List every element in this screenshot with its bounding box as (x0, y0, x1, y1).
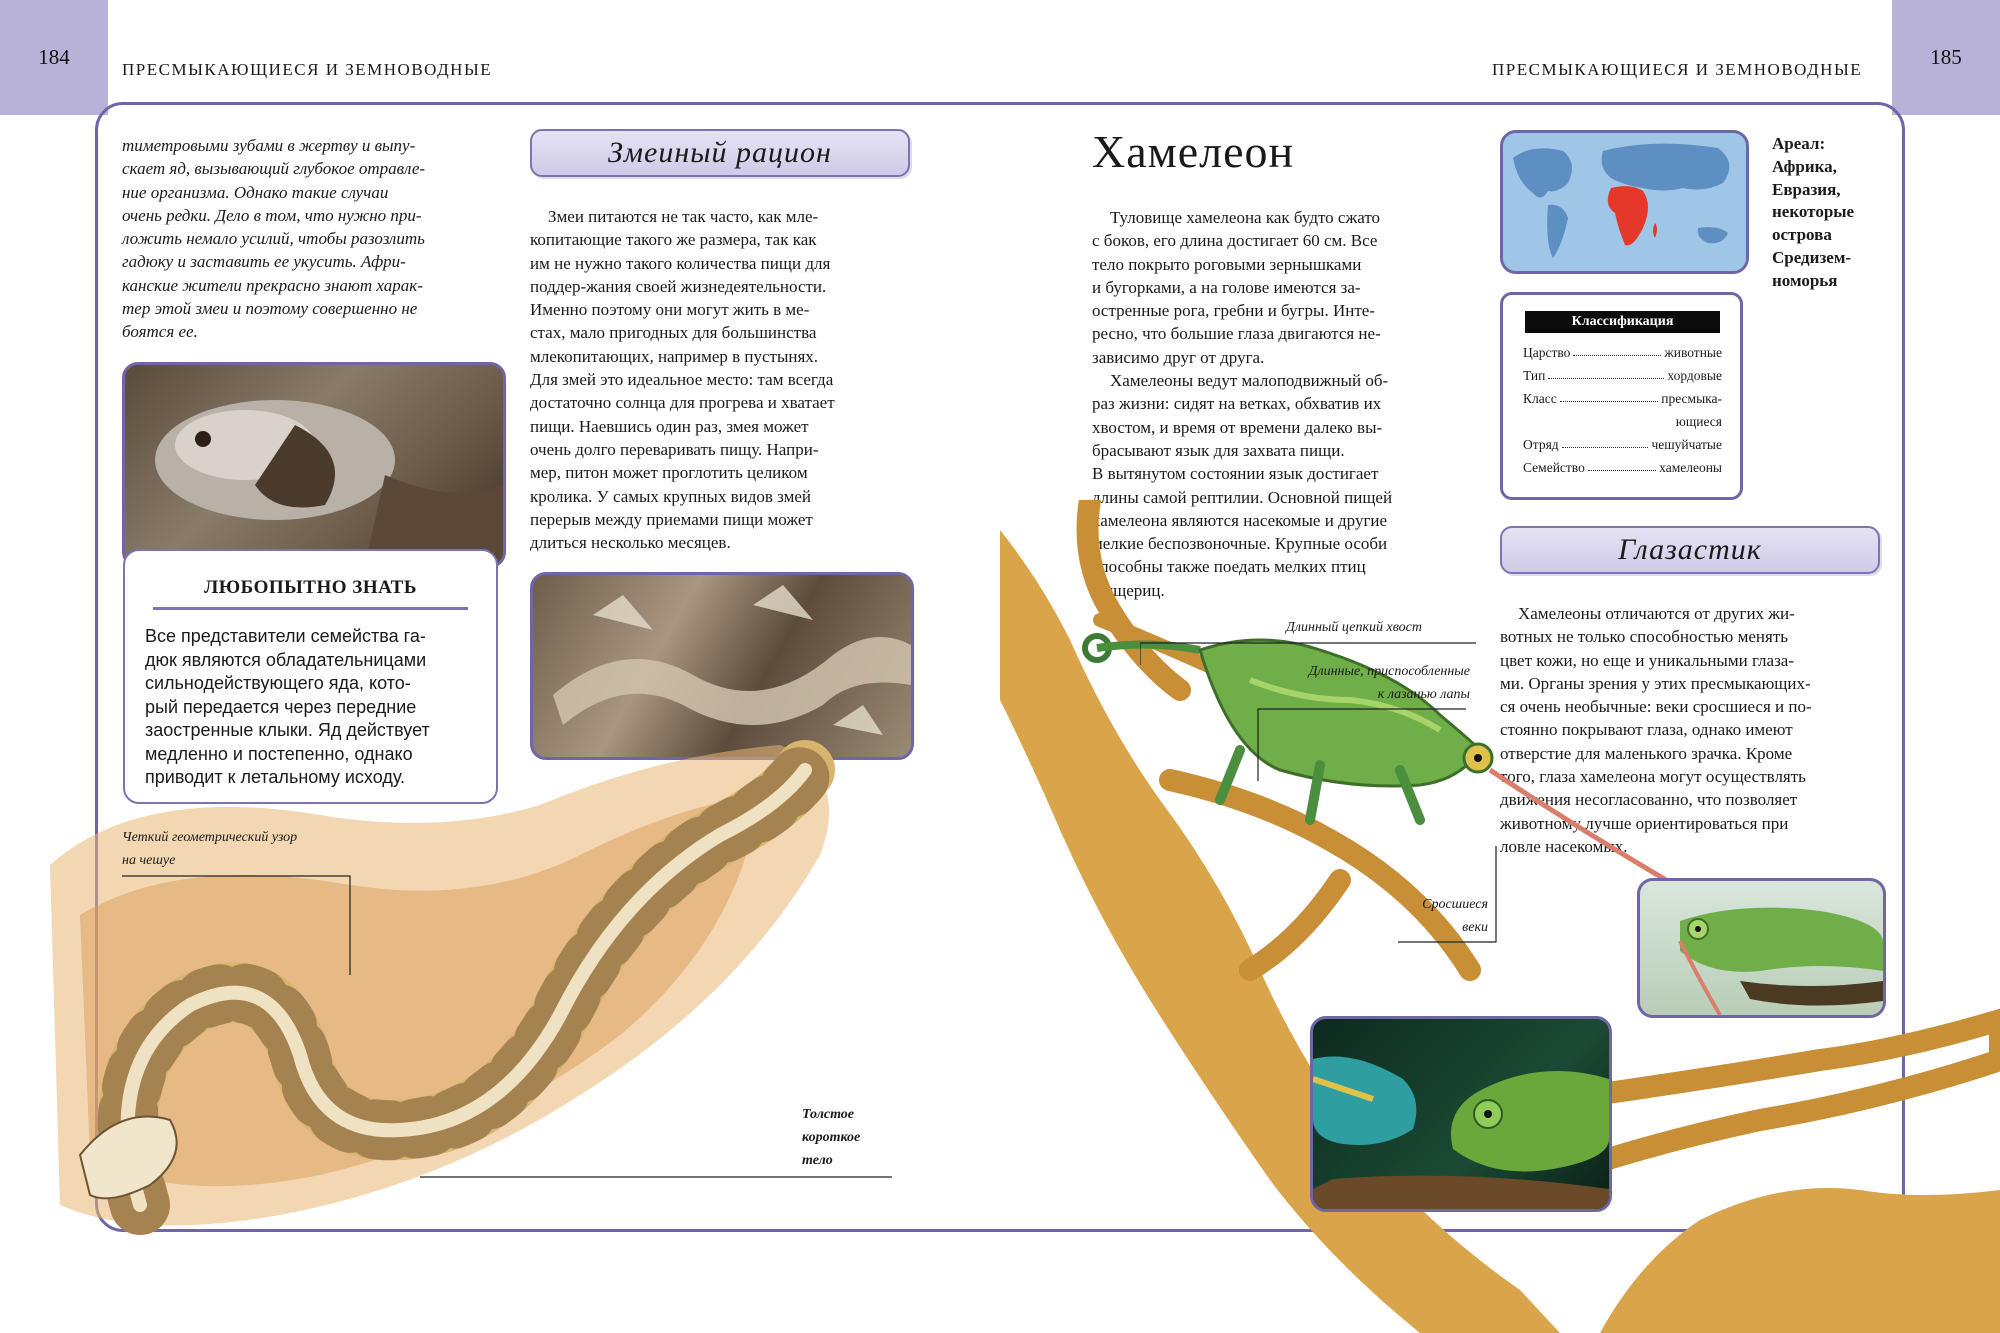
fact-box-divider (153, 607, 468, 610)
diet-paragraph: Змеи питаются не так часто, как мле- копитающие такого же размера, так как им не нужно такого количества пищи для поддер-жания своей жизнедеятельности. Именно поэтому они могут жить в ме- стах, мало пригодных для большинства млекопитающих, например в пустынях. Для змей это идеальное место: там всегда достаточно солнца для прогрева и хватает пищи. Наевшись один раз, змея может очень долго переваривать пищу. Напри- мер, питон может проглотить целиком кролика. У самых крупных видов змей перерыв между приемами пищи может длиться несколько месяцев. (530, 207, 835, 553)
area-label: Ареал: Африка, Евразия, некоторые острова Средизем- номорья (1772, 134, 1855, 290)
tail-callout: Длинный цепкий хвост (1286, 620, 1422, 635)
camouflaged-viper-photo (530, 572, 914, 760)
pattern-callout-line (122, 870, 362, 980)
chameleon-paragraph-1: Туловище хамелеона как будто сжато с боков, его длина достигает 60 см. Все тело покрыто роговыми зернышками и бугорками, а на голове имеются за- остренные рога, гребни и бугры. Инте- ресно, что большие глаза двигаются не- зависимо друг от друга. Хамелеоны ведут малоподвижный об- раз жизни: сидят на ветках, обхватив их хвостом, и время от времени далеко вы- брасывают язык для захвата пищи. В вытянутом состоянии язык достигает длины самой рептилии. Основной пищей хамелеона являются насекомые и другие мелкие беспозвоночные. Крупные особи способны также поедать мелких птиц и ящериц. (1092, 208, 1393, 600)
body-callout-line (420, 1165, 900, 1185)
range-map (1500, 130, 1749, 274)
eyes-heading: Глазастик (1500, 526, 1880, 574)
eyelids-callout-line (1398, 846, 1502, 946)
world-map-illustration (1503, 133, 1746, 271)
classification-row-order: Отряд чешуйчатые (1523, 437, 1722, 452)
classification-title: Классификация (1525, 311, 1720, 333)
classification-row-kingdom: Царство животные (1523, 345, 1722, 360)
viper-head-photo (122, 362, 506, 568)
pattern-callout: Четкий геометрический узор на чешуе (122, 830, 298, 868)
classification-row-phylum: Тип хордовые (1523, 368, 1722, 383)
right-running-head: ПРЕСМЫКАЮЩИЕСЯ И ЗЕМНОВОДНЫЕ (1492, 60, 1863, 79)
two-chameleons-illustration (1313, 1019, 1609, 1209)
chameleon-tongue-photo (1637, 878, 1886, 1018)
fact-box-text: Все представители семейства га- дюк являются обладательницами сильнодействующего яда, кото- рый передается через передние заостренные клыки. Яд действует медленно и постепенно, однако приводит к летальному исходу. (145, 626, 430, 787)
classification-row-class-cont: ющиеся (1675, 414, 1722, 429)
left-running-head: ПРЕСМЫКАЮЩИЕСЯ И ЗЕМНОВОДНЫЕ (122, 60, 493, 79)
eyelids-callout: Сросшиеся веки (1422, 897, 1488, 935)
diet-heading: Змеиный рацион (530, 129, 910, 177)
left-page-number: 184 (0, 0, 108, 115)
fact-box-title: ЛЮБОПЫТНО ЗНАТЬ (204, 577, 417, 598)
paws-callout: Длинные, приспособленные к лазанью лапы (1308, 664, 1470, 702)
classification-row-class: Класс пресмыка- (1523, 391, 1722, 406)
eyes-paragraph: Хамелеоны отличаются от других жи- вотных не только способностью менять цвет кожи, но еще и уникальными глаза- ми. Органы зрения у этих пресмыкающих- ся очень необычные: веки сросшиеся и по- стоянно покрывают глаза, однако имеют отверстие для маленького зрачка. Кроме того, глаза хамелеона могут осуществлять движения несогласованно, что позволяет животному лучше ориентироваться при ловле насекомых. (1500, 604, 1812, 856)
right-page-number: 185 (1892, 0, 2000, 115)
paws-callout-line (1250, 706, 1470, 786)
two-chameleons-photo (1310, 1016, 1612, 1212)
intro-paragraph: тиметровыми зубами в жертву и выпу- скает яд, вызывающий глубокое отравле- ние организма. Однако такие случаи очень редки. Дело в том, что нужно при- ложить немало усилий, чтобы разозлить гадюку и заставить ее укусить. Афри- канские жители прекрасно знают харак- тер этой змеи и поэтому совершенно не боятся ее. (122, 136, 426, 342)
chameleon-title: Хамелеон (1092, 126, 1295, 177)
body-callout: Толстое короткое тело (802, 1107, 861, 1168)
viper-head-illustration (125, 365, 503, 565)
classification-box (1500, 292, 1743, 500)
camouflage-illustration (533, 575, 911, 757)
classification-row-family: Семейство хамелеоны (1523, 460, 1722, 475)
chameleon-tongue-illustration (1640, 881, 1883, 1015)
